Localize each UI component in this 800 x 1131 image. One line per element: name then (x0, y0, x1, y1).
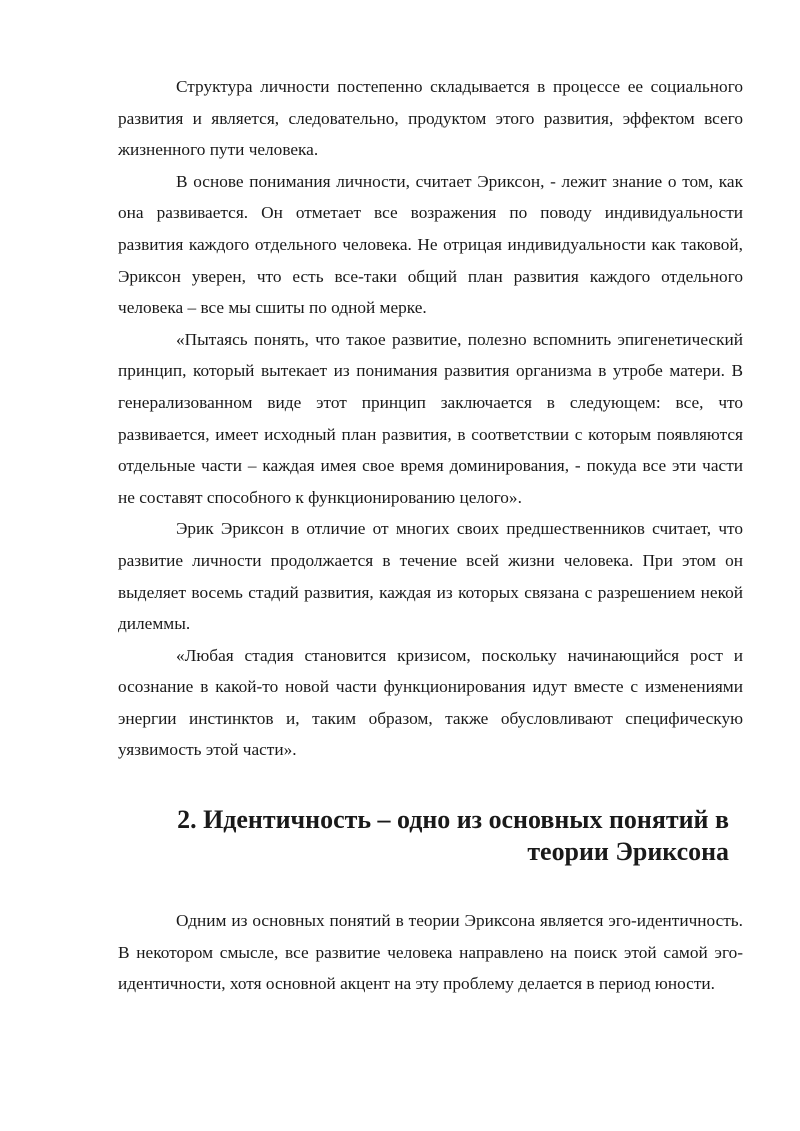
paragraph-crisis-quote: «Любая стадия становится кризисом, поскольку начинающийся рост и осознание в какой-то новой части функционирования идут вместе с изменениями энергии инстинктов и, таким образом, также обусловливают специфическую уязвимость этой части». (118, 645, 743, 760)
paragraph-eight-stages: Эрик Эриксон в отличие от многих своих предшественников считает, что развитие личности продолжается в течение всей жизни человека. При этом он выделяет восемь стадий развития, каждая из которых связана с разрешением некой дилеммы. (118, 519, 743, 634)
section-heading: 2. Идентичность – одно из основных понятий в теории Эриксона (177, 805, 729, 866)
paragraph-erikson-understanding: В основе понимания личности, считает Эриксон, - лежит знание о том, как она развивается. Он отметает все возражения по поводу индивидуальности развития каждого отдельного человека. Не отрицая индивидуальности как таковой, Эриксон уверен, что есть все-таки общий план развития каждого отдельного человека – все мы сшиты по одной мерке. (118, 171, 743, 318)
paragraph-epigenetic-quote: «Пытаясь понять, что такое развитие, полезно вспомнить эпигенетический принцип, который вытекает из понимания развития организма в утробе матери. В генерализованном виде этот принцип заключается в следующем: все, что развивается, имеет исходный план развития, в соответствии с которым появляются отдельные части – каждая имея свое время доминирования, - покуда все эти части не составят способного к функционированию целого». (118, 329, 743, 507)
paragraph-personality-structure: Структура личности постепенно складывается в процессе ее социального развития и является, следовательно, продуктом этого развития, эффектом всего жизненного пути человека. (118, 77, 743, 160)
paragraph-ego-identity: Одним из основных понятий в теории Эриксона является эго-идентичность. В некотором смысле, все развитие человека направлено на поиск этой самой эго-идентичности, хотя основной акцент на эту проблему делается в период юности. (118, 911, 743, 994)
